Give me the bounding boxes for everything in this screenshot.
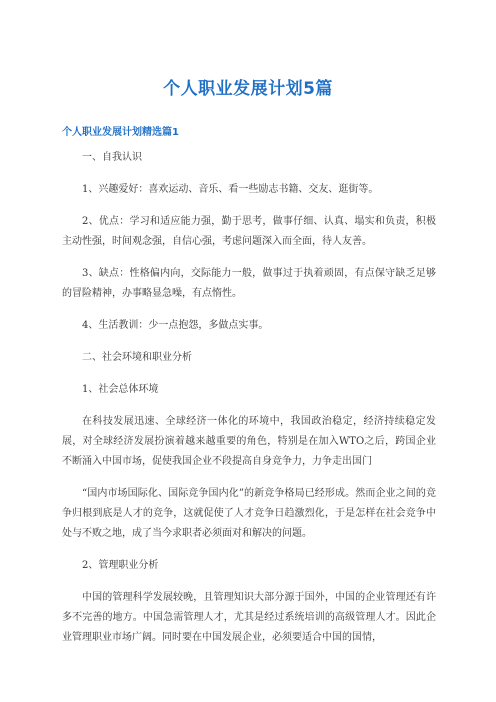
paragraph-life-lessons: 4、生活教训：少一点抱怨，多做点实事。 (82, 320, 269, 331)
section-subtitle: 个人职业发展计划精选篇1 (62, 127, 179, 138)
paragraph-weaknesses: 3、缺点：性格偏内向，交际能力一般，做事过于执着顽固，有点保守缺乏足够的冒险精神，办事略显急噪，有点惰性。 (62, 268, 436, 299)
paragraph-overall-environment: 在科技发展迅速、全球经济一体化的环境中，我国政治稳定，经济持续稳定发展，对全球经济发展扮演着越来越重要的角色，特别是在加入WTO之后，跨国企业不断涌入中国市场，促使我国企业不段提高自身竞争力，力争走出国门 (62, 416, 436, 467)
paragraph-competition: “国内市场国际化、国际竞争国内化”的新竞争格局已经形成。然而企业之间的竞争归根到底是人才的竞争，这就促使了人才竞争日趋激烈化，于是怎样在社会竞争中处与不败之地，成了当今求职者必须面对和解决的问题。 (62, 488, 436, 539)
paragraph-management-analysis: 中国的管理科学发展较晚，且管理知识大部分源于国外，中国的企业管理还有许多不完善的地方。中国急需管理人才，尤其是经过系统培训的高级管理人才。因此企业管理职业市场广阔。同时要在中国发展企业，必须要适合中国的国情， (62, 592, 436, 643)
document-body (62, 148, 436, 660)
subheading-overall-environment: 1、社会总体环境 (82, 384, 159, 395)
subheading-management-analysis: 2、管理职业分析 (82, 560, 159, 571)
paragraph-strengths: 2、优点：学习和适应能力强，勤于思考，做事仔细、认真、塌实和负责，积极主动性强，时间观念强，自信心强，考虑问题深入而全面，待人友善。 (62, 216, 436, 247)
section-heading-self-awareness: 一、自我认识 (82, 152, 142, 163)
document-title: 个人职业发展计划5篇 (163, 79, 333, 99)
section-heading-social-environment: 二、社会环境和职业分析 (82, 352, 192, 363)
paragraph-interests: 1、兴趣爱好：喜欢运动、音乐、看一些励志书籍、交友、逛街等。 (82, 184, 379, 195)
